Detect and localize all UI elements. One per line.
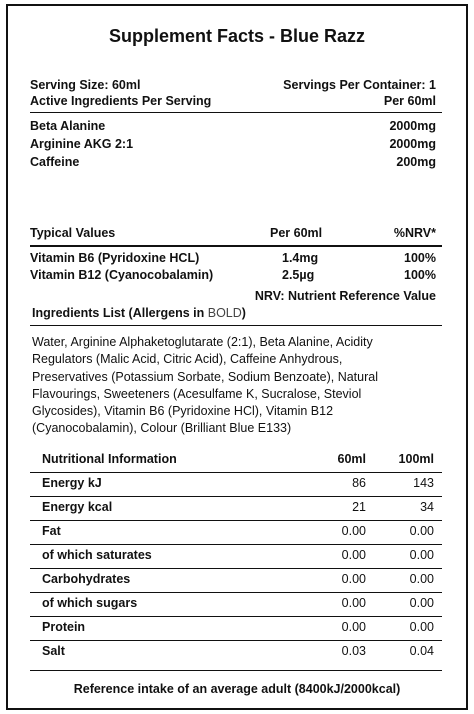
nutrition-label: of which sugars: [42, 596, 138, 610]
divider: [30, 670, 442, 671]
ingredients-line: Preservatives (Potassium Sorbate, Sodium Benzoate), Natural: [32, 369, 378, 384]
nutrition-value-60ml: 0.00: [341, 524, 366, 538]
active-name: Beta Alanine: [30, 119, 106, 133]
nutrition-value-60ml: 0.00: [341, 620, 366, 634]
nutrition-value-60ml: 0.03: [341, 644, 366, 658]
active-amount: 2000mg: [389, 137, 436, 151]
active-name: Arginine AKG 2:1: [30, 137, 134, 151]
divider: [30, 325, 442, 326]
vitamin-nrv: 100%: [404, 268, 436, 282]
active-ingredients-label: Active Ingredients Per Serving: [30, 94, 212, 108]
nutrition-row: [30, 568, 442, 592]
nutrition-header-label: Nutritional Information: [42, 452, 177, 466]
nutrition-value-60ml: 0.00: [341, 548, 366, 562]
active-amount: 2000mg: [389, 119, 436, 133]
nutrition-value-60ml: 21: [352, 500, 366, 514]
typical-values-header: Typical Values: [30, 226, 116, 240]
nutrition-value-100ml: 34: [420, 500, 434, 514]
nutrition-header-60ml: 60ml: [337, 452, 366, 466]
nutrition-value-100ml: 0.00: [409, 620, 434, 634]
nutrition-label: Salt: [42, 644, 65, 658]
nutrition-value-100ml: 143: [413, 476, 434, 490]
nutrition-value-60ml: 0.00: [341, 572, 366, 586]
nutrition-row: [30, 544, 442, 568]
active-name: Caffeine: [30, 155, 80, 169]
nutrition-label: Carbohydrates: [42, 572, 131, 586]
ingredients-heading: [32, 306, 246, 320]
nutrition-value-100ml: 0.04: [409, 644, 434, 658]
nutrition-value-100ml: 0.00: [409, 572, 434, 586]
ingredients-line: Flavourings, Sweeteners (Acesulfame K, Sucralose, Steviol: [32, 386, 362, 401]
nrv-header: %NRV*: [393, 226, 436, 240]
ingredients-line: (Cyanocobalamin), Colour (Brilliant Blue E133): [32, 421, 292, 436]
vitamin-name: Vitamin B12 (Cyanocobalamin): [30, 268, 214, 282]
nutrition-row: [30, 520, 442, 544]
nutrition-value-60ml: 86: [352, 476, 366, 490]
active-amount: 200mg: [396, 155, 436, 169]
supplement-facts-panel: [6, 4, 468, 710]
ingredients-line: Regulators (Malic Acid, Citric Acid), Caffeine Anhydrous,: [32, 352, 343, 367]
nutrition-value-100ml: 0.00: [409, 548, 434, 562]
nutrition-header-100ml: 100ml: [398, 452, 434, 466]
nutrition-row: [30, 496, 442, 520]
nutrition-label: Protein: [42, 620, 86, 634]
reference-intake-note: Reference intake of an average adult (8400kJ/2000kcal): [73, 682, 401, 696]
nutrition-header-row: [30, 448, 442, 472]
allergen-bold-word: BOLD: [207, 306, 242, 320]
nutrition-row: [30, 592, 442, 616]
nutrition-value-60ml: 0.00: [341, 596, 366, 610]
vitamin-name: Vitamin B6 (Pyridoxine HCL): [30, 251, 200, 265]
divider: [30, 245, 442, 247]
ingredients-line: Water, Arginine Alphaketoglutarate (2:1), Beta Alanine, Acidity: [32, 335, 373, 349]
ingredients-heading-suffix: ): [241, 306, 246, 320]
panel-title: Supplement Facts - Blue Razz: [108, 26, 366, 46]
nutrition-label: of which saturates: [42, 548, 152, 562]
ingredients-heading-text: Ingredients List (Allergens in: [32, 306, 208, 320]
nutrition-row: [30, 472, 442, 496]
serving-size: Serving Size: 60ml: [30, 78, 141, 92]
ingredients-line: Glycosides), Vitamin B6 (Pyridoxine HCl), Vitamin B12: [32, 404, 334, 419]
nutrition-label: Fat: [42, 524, 61, 538]
per-serving-label: Per 60ml: [383, 94, 436, 108]
nrv-footnote: NRV: Nutrient Reference Value: [254, 289, 436, 303]
vitamin-per: 2.5µg: [282, 268, 315, 282]
servings-per-container: Servings Per Container: 1: [283, 78, 436, 92]
nutrition-label: Energy kcal: [42, 500, 113, 514]
nutrition-label: Energy kJ: [42, 476, 102, 490]
vitamin-per: 1.4mg: [282, 251, 319, 265]
divider: [30, 112, 442, 113]
ingredients-text: [32, 334, 444, 438]
vitamin-nrv: 100%: [404, 251, 436, 265]
nutrition-value-100ml: 0.00: [409, 524, 434, 538]
nutrition-row: [30, 640, 442, 664]
nutrition-value-100ml: 0.00: [409, 596, 434, 610]
per-60ml-header: Per 60ml: [270, 226, 323, 240]
nutrition-row: [30, 616, 442, 640]
